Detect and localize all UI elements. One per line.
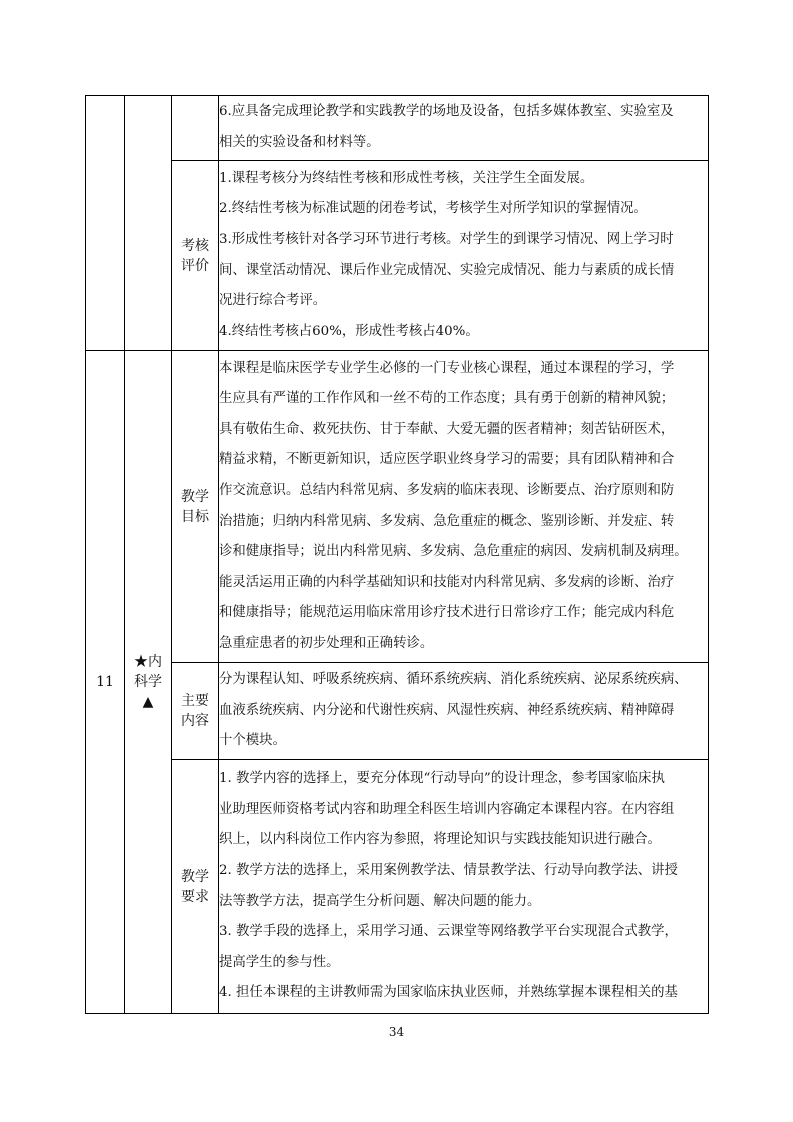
table-row: [86, 96, 709, 161]
section-label-main-content: 主要内容: [181, 693, 209, 729]
content-line: 具有敬佑生命、救死扶伤、甘于奉献、大爱无疆的医者精神；刻苦钻研医术，: [219, 421, 675, 437]
content-line: 提高学生的参与性。: [219, 954, 340, 970]
content-line: 业助理医师资格考试内容和助理全科医生培训内容确定本课程内容。在内容组: [219, 801, 675, 817]
content-line: 作交流意识。总结内科常见病、多发病的临床表现、诊断要点、治疗原则和防: [219, 482, 675, 498]
content-line: 3. 教学手段的选择上，采用学习通、云课堂等网络教学平台实现混合式教学，: [219, 924, 678, 940]
content-line: 相关的实验设备和材料等。: [219, 135, 380, 150]
content-line: 诊和健康指导；说出内科常见病、多发病、急危重症的病因、发病机制及病理。: [219, 544, 688, 560]
section-label-assessment: 考核评价: [181, 237, 209, 274]
section-label-objectives: 教学目标: [181, 488, 209, 525]
table-row: [86, 760, 709, 1014]
page-number: 34: [388, 1025, 405, 1039]
content-line: 十个模块。: [219, 733, 286, 749]
section-content-cell: [219, 760, 709, 1014]
content-line: 1.课程考核分为终结性考核和形成性考核，关注学生全面发展。: [219, 170, 594, 186]
section-label-cell: [172, 161, 219, 351]
content-line: 4.终结性考核占60%，形成性考核占40%。: [219, 323, 479, 339]
section-label-cell: [172, 96, 219, 161]
content-line: 生应具有严谨的工作作风和一丝不苟的工作态度；具有勇于创新的精神风貌；: [219, 391, 675, 407]
content-line: 2.终结性考核为标准试题的闭卷考试，考核学生对所学知识的掌握情况。: [219, 201, 647, 217]
content-line: 3.形成性考核针对各学习环节进行考核。对学生的到课学习情况、网上学习时: [219, 231, 674, 247]
content-line: 6.应具备完成理论教学和实践教学的场地及设备，包括多媒体教室、实验室及: [219, 104, 674, 120]
content-line: 况进行综合考评。: [219, 293, 327, 309]
content-line: 治措施；归纳内科常见病、多发病、急危重症的概念、鉴别诊断、并发症、转: [219, 513, 675, 529]
section-content-cell: [219, 663, 709, 760]
course-name-cell: [125, 351, 172, 1014]
content-line: 和健康指导；能规范运用临床常用诊疗技术进行日常诊疗工作；能完成内科危: [219, 605, 675, 621]
course-number-cell: 11: [86, 351, 125, 1014]
table-row: [86, 663, 709, 760]
section-label-requirements: 教学要求: [181, 868, 209, 905]
content-line: 1. 教学内容的选择上，要充分体现“行动导向”的设计理念，参考国家临床执: [219, 771, 665, 787]
content-line: 2. 教学方法的选择上，采用案例教学法、情景教学法、行动导向教学法、讲授: [219, 862, 678, 878]
content-line: 精益求精，不断更新知识，适应医学职业终身学习的需要；具有团队精神和合: [219, 452, 675, 468]
content-line: 分为课程认知、呼吸系统疾病、循环系统疾病、消化系统疾病、泌尿系统疾病、: [219, 672, 688, 688]
content-line: 织上，以内科岗位工作内容为参照，将理论知识与实践技能知识进行融合。: [219, 832, 661, 848]
section-label-cell: [172, 663, 219, 760]
course-table: [85, 95, 709, 1014]
section-content-cell: [219, 351, 709, 663]
content-line: 急重症患者的初步处理和正确转诊。: [219, 635, 434, 651]
table-row: [86, 351, 709, 663]
section-content-cell: [219, 96, 709, 161]
section-label-cell: [172, 351, 219, 663]
content-line: 本课程是临床医学专业学生必修的一门专业核心课程，通过本课程的学习，学: [219, 360, 675, 376]
content-line: 间、课堂活动情况、课后作业完成情况、实验完成情况、能力与素质的成长情: [219, 262, 675, 278]
course-number-cell: [86, 96, 125, 351]
section-label-cell: [172, 760, 219, 1014]
course-name-cell: [125, 96, 172, 351]
content-line: 法等教学方法，提高学生分析问题、解决问题的能力。: [219, 893, 541, 909]
section-content-cell: [219, 161, 709, 351]
content-line: 4. 担任本课程的主讲教师需为国家临床执业医师，并熟练掌握本课程相关的基: [219, 985, 678, 1001]
course-name: ★内科学▲: [134, 654, 162, 710]
content-line: 能灵活运用正确的内科学基础知识和技能对内科常见病、多发病的诊断、治疗: [219, 574, 675, 590]
table-row: [86, 161, 709, 351]
content-line: 血液系统疾病、内分泌和代谢性疾病、风湿性疾病、神经系统疾病、精神障碍: [219, 702, 675, 718]
